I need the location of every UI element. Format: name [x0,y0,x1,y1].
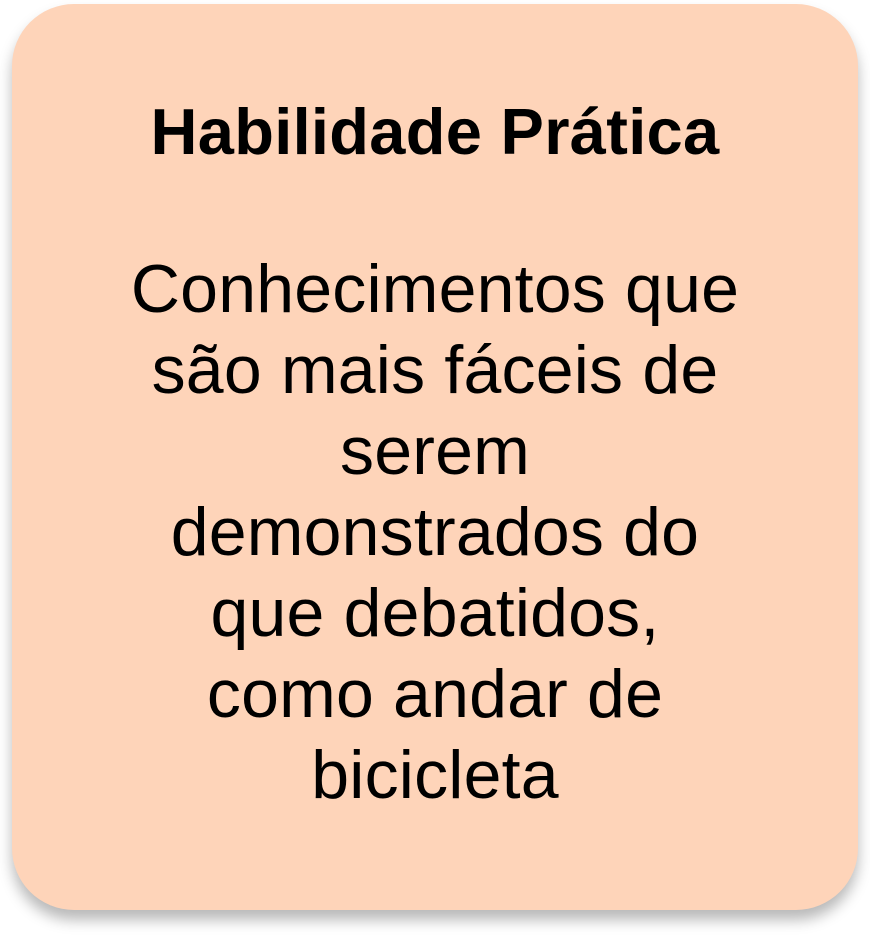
card-description-line: como andar de [206,656,664,732]
card-title: Habilidade Prática [150,95,720,168]
card-description-line: bicicleta [311,737,559,813]
card-description-line: demonstrados do [170,494,700,570]
card-description [52,249,818,816]
card-description-line: que debatidos, [210,575,660,651]
skill-card [12,4,858,910]
card-description-line: serem [340,413,530,489]
card-description-line: são mais fáceis de [151,332,719,408]
card-description-line: Conhecimentos que [130,251,740,327]
